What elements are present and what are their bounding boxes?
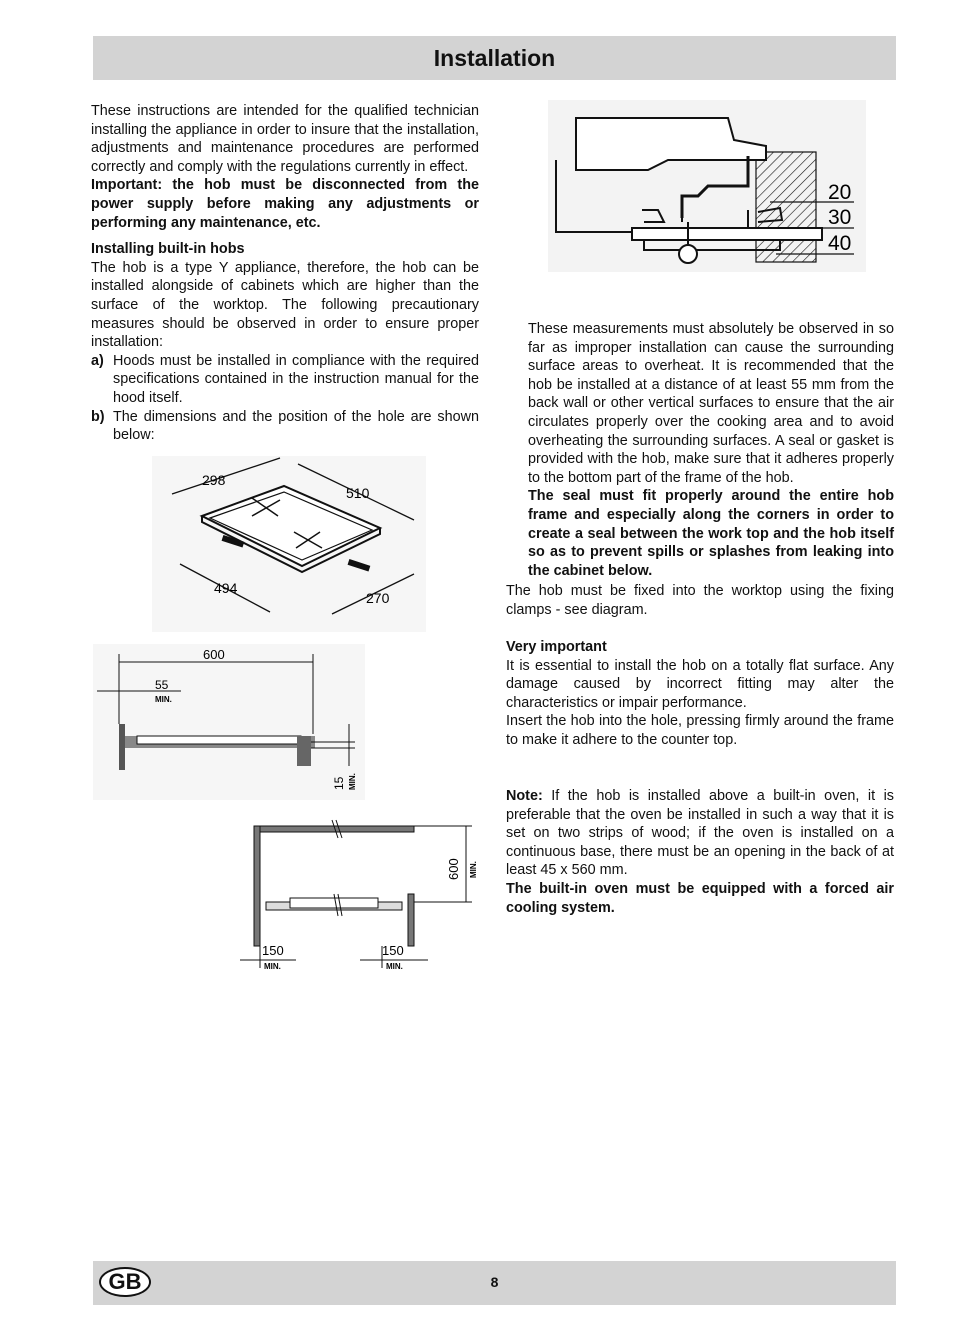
list-item: [91, 408, 479, 445]
very-important-paragraph: Insert the hob into the hole, pressing firmly around the frame to make it adhere to the counter top.: [506, 713, 894, 748]
important-warning: Important: the hob must be disconnected from the power supply before making any adjustments or performing any maintenance, etc.: [91, 177, 479, 231]
dim-label: 600: [203, 647, 225, 662]
dim-label: 298: [202, 472, 226, 488]
dim-label: 600: [446, 858, 461, 880]
dim-label: 15: [332, 776, 346, 790]
dim-sublabel: MIN.: [386, 962, 403, 971]
section-heading: Installing built-in hobs: [91, 241, 245, 258]
dim-label: 270: [366, 590, 390, 606]
language-badge: GB: [99, 1267, 151, 1297]
list-text: Hoods must be installed in compliance with the required specifications contained in the instruction manual for the hood itself.: [113, 352, 479, 406]
note-block: [506, 787, 894, 917]
seal-warning: The seal must fit properly around the entire hob frame and especially along the corners in order to create a seal between the work top and the hob itself so as to prevent spills or splashes from leaking into the cabinet below.: [528, 488, 894, 579]
dim-label: 494: [214, 580, 238, 596]
front-cabinet-diagram: [236, 818, 482, 978]
dim-label: 510: [346, 485, 370, 501]
measurements-paragraph: These measurements must absolutely be observed in so far as improper installation can cause the surrounding surface areas to overheat. It is recommended that the hob be installed at a distance of at least 55 mm from the back wall or other vertical surfaces to ensure that the air circulates properly over the cooking area and to avoid overheating the surrounding surfaces. A seal or gasket is provided with the hob, make sure that it adheres properly to the bottom part of the frame of the hob.: [528, 321, 894, 486]
dim-label: 20: [828, 181, 852, 204]
list-marker: b): [91, 408, 105, 425]
dim-label: 55: [155, 678, 169, 692]
fixing-block: [506, 582, 894, 619]
hob-dimension-diagram: [152, 456, 426, 632]
page-number: 8: [490, 1274, 499, 1290]
note-text: If the hob is installed above a built-in oven, it is preferable that the oven be installed in such a way that it is set on two strips of wood; if the oven is installed on a continuous base, there must be an opening in the back of at least 45 x 560 mm.: [506, 788, 894, 879]
dim-sublabel: MIN.: [469, 861, 478, 878]
dim-label: 150: [262, 943, 284, 958]
dim-sublabel: MIN.: [348, 773, 357, 790]
side-section-diagram: [93, 644, 365, 800]
note-label: Note:: [506, 788, 543, 804]
list-marker: a): [91, 352, 104, 369]
measurements-block: [528, 320, 894, 580]
header-bar: [93, 36, 896, 80]
very-important-block: [506, 638, 894, 750]
footer-bar: [93, 1261, 896, 1305]
note-paragraph: [506, 787, 894, 880]
dim-label: 40: [828, 232, 852, 255]
fixing-paragraph: The hob must be fixed into the worktop using the fixing clamps - see diagram.: [506, 583, 894, 618]
dim-sublabel: MIN.: [155, 695, 172, 704]
list-item: [91, 352, 479, 408]
very-important-heading: Very important: [506, 639, 607, 655]
intro-paragraph: These instructions are intended for the qualified technician installing the appliance in order to insure that the installation, adjustments and maintenance procedures are performed correctly and comply with the regulations currently in effect.: [91, 103, 479, 175]
left-column: [91, 102, 479, 445]
oven-warning: The built-in oven must be equipped with a forced air cooling system.: [506, 880, 894, 916]
list-text: The dimensions and the position of the hole are shown below:: [113, 408, 479, 444]
clamp-diagram: [548, 100, 866, 272]
dim-sublabel: MIN.: [264, 962, 281, 971]
page-title: Installation: [433, 44, 556, 71]
dim-label: 150: [382, 943, 404, 958]
dim-label: 30: [828, 206, 852, 229]
very-important-paragraph: It is essential to install the hob on a totally flat surface. Any damage caused by incorrect fitting may alter the characteristics or impair performance.: [506, 657, 894, 711]
body-paragraph: The hob is a type Y appliance, therefore, the hob can be installed alongside of cabinets which are higher than the surface of the worktop. The following precautionary measures should be observed in order to ensure proper installation:: [91, 259, 479, 351]
